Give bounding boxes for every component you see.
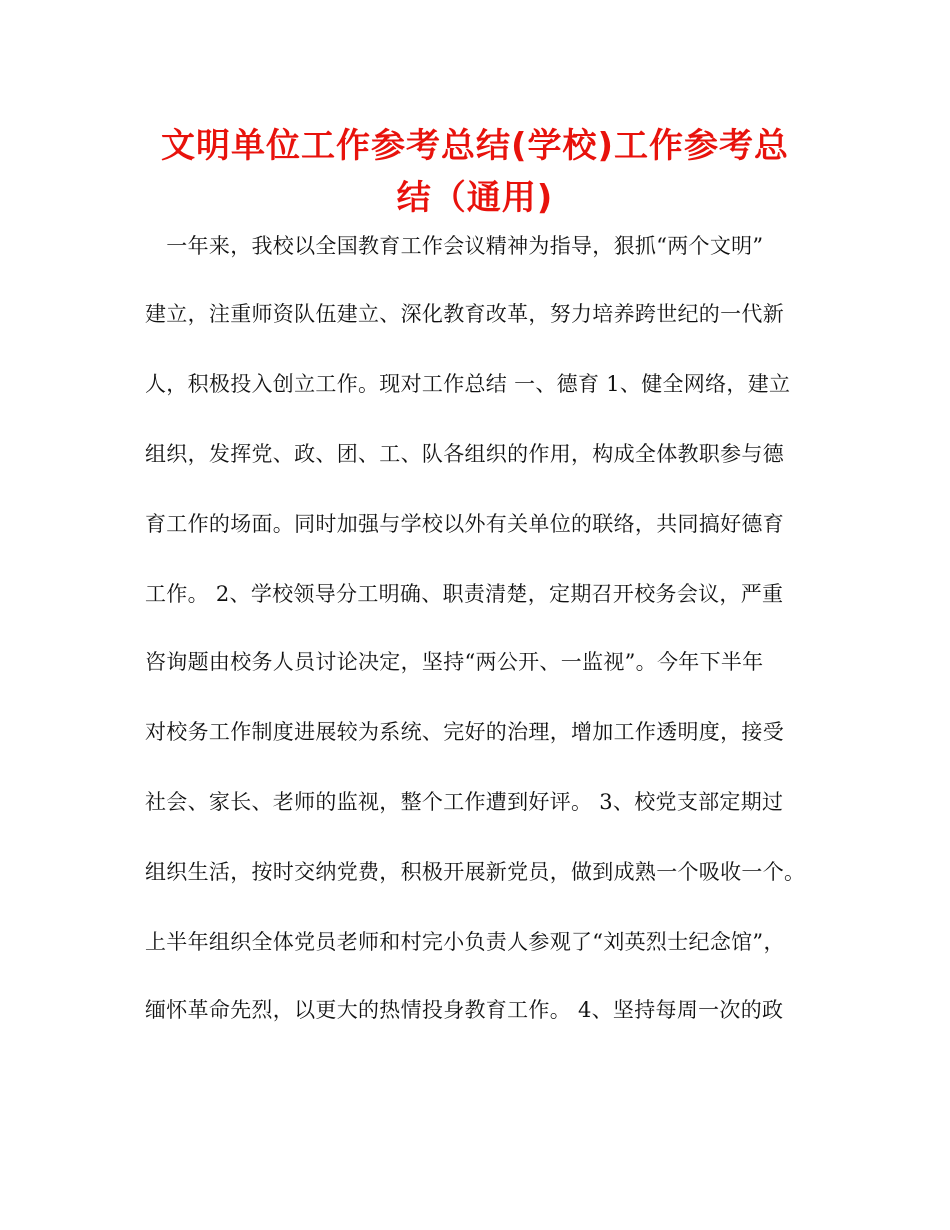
body-line-10: 组织生活，按时交纳党费，积极开展新党员，做到成熟一个吸收一个。 <box>145 860 806 884</box>
body-line-5: 育工作的场面。同时加强与学校以外有关单位的联络，共同搞好德育 <box>145 512 784 536</box>
body-line-1: 一年来，我校以全国教育工作会议精神为指导，狠抓“两个文明” <box>145 234 764 258</box>
body-line-4: 组织，发挥党、政、团、工、队各组织的作用，构成全体教职参与德 <box>145 442 784 466</box>
body-line-7: 咨询题由校务人员讨论决定，坚持“两公开、一监视”。今年下半年 <box>145 650 764 674</box>
body-line-3: 人，积极投入创立工作。现对工作总结 一、德育 1、健全网络，建立 <box>145 372 791 396</box>
body-line-8: 对校务工作制度进展较为系统、完好的治理，增加工作透明度，接受 <box>145 720 784 744</box>
body-line-6: 工作。 2、学校领导分工明确、职责清楚，定期召开校务会议，严重 <box>145 582 784 606</box>
body-line-11: 上半年组织全体党员老师和村完小负责人参观了“刘英烈士纪念馆”， <box>145 930 785 954</box>
body-line-2: 建立，注重师资队伍建立、深化教育改革，努力培养跨世纪的一代新 <box>145 302 784 326</box>
document-title: 文明单位工作参考总结(学校)工作参考总结（通用) <box>160 126 790 218</box>
body-line-9: 社会、家长、老师的监视，整个工作遭到好评。 3、校党支部定期过 <box>145 790 784 814</box>
body-line-12: 缅怀革命先烈，以更大的热情投身教育工作。 4、坚持每周一次的政 <box>145 998 784 1022</box>
